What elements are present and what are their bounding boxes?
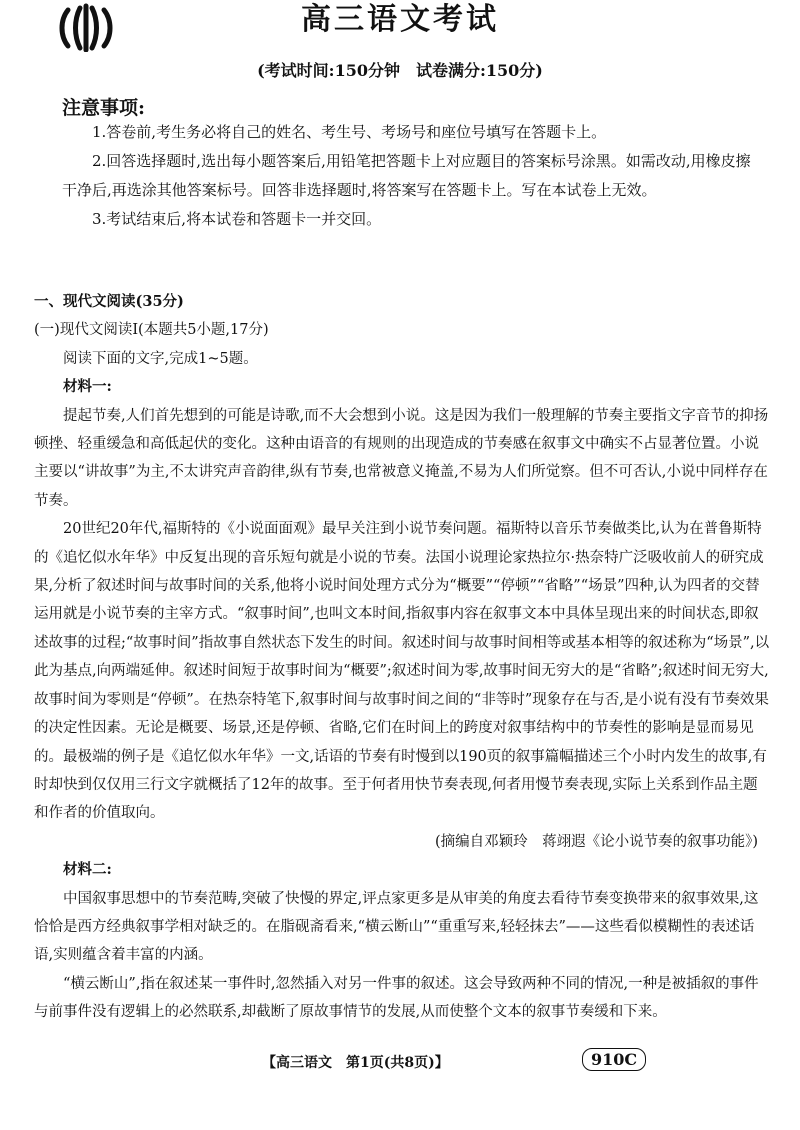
page-footer <box>0 1048 800 1078</box>
material1-paragraph: 20世纪20年代,福斯特的《小说面面观》最早关注到小说节奏问题。福斯特以音乐节奏做类比,认为在普鲁斯特的《追忆似水年华》中反复出现的音乐短句就是小说的节奏。法国小说理论家热拉尔·热奈特广泛吸收前人的研究成果,分析了叙述时间与故事时间的关系,他将小说时间处理方式分为“概要”“停顿”“省略”“场景”四种,认为四者的交替运用就是小说节奏的主宰方式。“叙事时间”,也叫文本时间,指叙事内容在叙事文本中具体呈现出来的时间状态,即叙述故事的过程;“故事时间”指故事自然状态下发生的时间。叙述时间与故事时间相等或基本相等的叙述称为“场景”,以此为基点,向两端延伸。叙述时间短于故事时间为“概要”;叙述时间为零,故事时间无穷大的是“省略”;叙述时间无穷大,故事时间为零则是“停顿”。在热奈特笔下,叙事时间与故事时间之间的“非等时”现象存在与否,是小说有没有节奏效果的决定性因素。无论是概要、场景,还是停顿、省略,它们在时间上的跨度对叙事结构中的节奏性的影响是显而易见的。最极端的例子是《追忆似水年华》一文,话语的节奏有时慢到以190页的叙事篇幅描述三个小时内发生的故事,有时却快到仅仅用三行文字就概括了12年的故事。至于何者用快节奏表现,何者用慢节奏表现,实际上关系到作品主题和作者的价值取向。 <box>34 521 770 822</box>
material1-paragraph: 提起节奏,人们首先想到的可能是诗歌,而不大会想到小说。这是因为我们一般理解的节奏主要指文字音节的抑扬顿挫、轻重缓急和高低起伏的变化。这种由语音的有规则的出现造成的节奏感在叙事文中确实不占显著位置。小说主要以“讲故事”为主,不太讲究声音韵律,纵有节奏,也常被意义掩盖,不易为人们所觉察。但不可否认,小说中同样存在节奏。 <box>34 407 769 509</box>
exam-code-badge: 910C <box>582 1048 646 1071</box>
notice-item: 2.回答选择题时,选出每小题答案后,用铅笔把答题卡上对应题目的答案标号涂黑。如需改动,用橡皮擦干净后,再选涂其他答案标号。回答非选择题时,将答案写在答题卡上。写在本试卷上无效。 <box>62 152 751 199</box>
page-number: 【高三语文 第1页(共8页)】 <box>262 1055 449 1071</box>
exam-title: 高三语文考试 <box>301 2 499 37</box>
section-instruction: 阅读下面的文字,完成1~5题。 <box>63 350 258 367</box>
material1-source: (摘编自邓颖玲 蒋翊遐《论小说节奏的叙事功能》) <box>434 833 758 850</box>
material2-paragraph: “横云断山”,指在叙述某一事件时,忽然插入对另一件事的叙述。这会导致两种不同的情况,一种是被插叙的事件与前事件没有逻辑上的必然联系,却截断了原故事情节的发展,从而使整个文本的叙事节奏缓和下来。 <box>34 975 759 1021</box>
material1-label: 材料一: <box>63 378 112 396</box>
notice-item: 3.考试结束后,将本试卷和答题卡一并交回。 <box>92 210 382 228</box>
section-heading: 一、现代文阅读(35分) <box>34 293 184 310</box>
section-sub-heading: (一)现代文阅读Ⅰ(本题共5小题,17分) <box>34 322 269 339</box>
material2-paragraph: 中国叙事思想中的节奏范畴,突破了快慢的界定,评点家更多是从审美的角度去看待节奏变换带来的叙事效果,这恰恰是西方经典叙事学相对缺乏的。在脂砚斋看来,“横云断山”“重重写来,轻轻抹去”——这些看似模糊性的表述话语,实则蕴含着丰富的内涵。 <box>34 890 759 964</box>
reading-section <box>34 288 772 1027</box>
material2-label: 材料二: <box>63 861 112 879</box>
notice-list <box>62 118 762 234</box>
exam-subtitle: (考试时间:150分钟 试卷满分:150分) <box>257 61 543 80</box>
notice-title: 注意事项: <box>62 97 146 119</box>
notice-item: 1.答卷前,考生务必将自己的姓名、考生号、考场号和座位号填写在答题卡上。 <box>92 123 607 141</box>
